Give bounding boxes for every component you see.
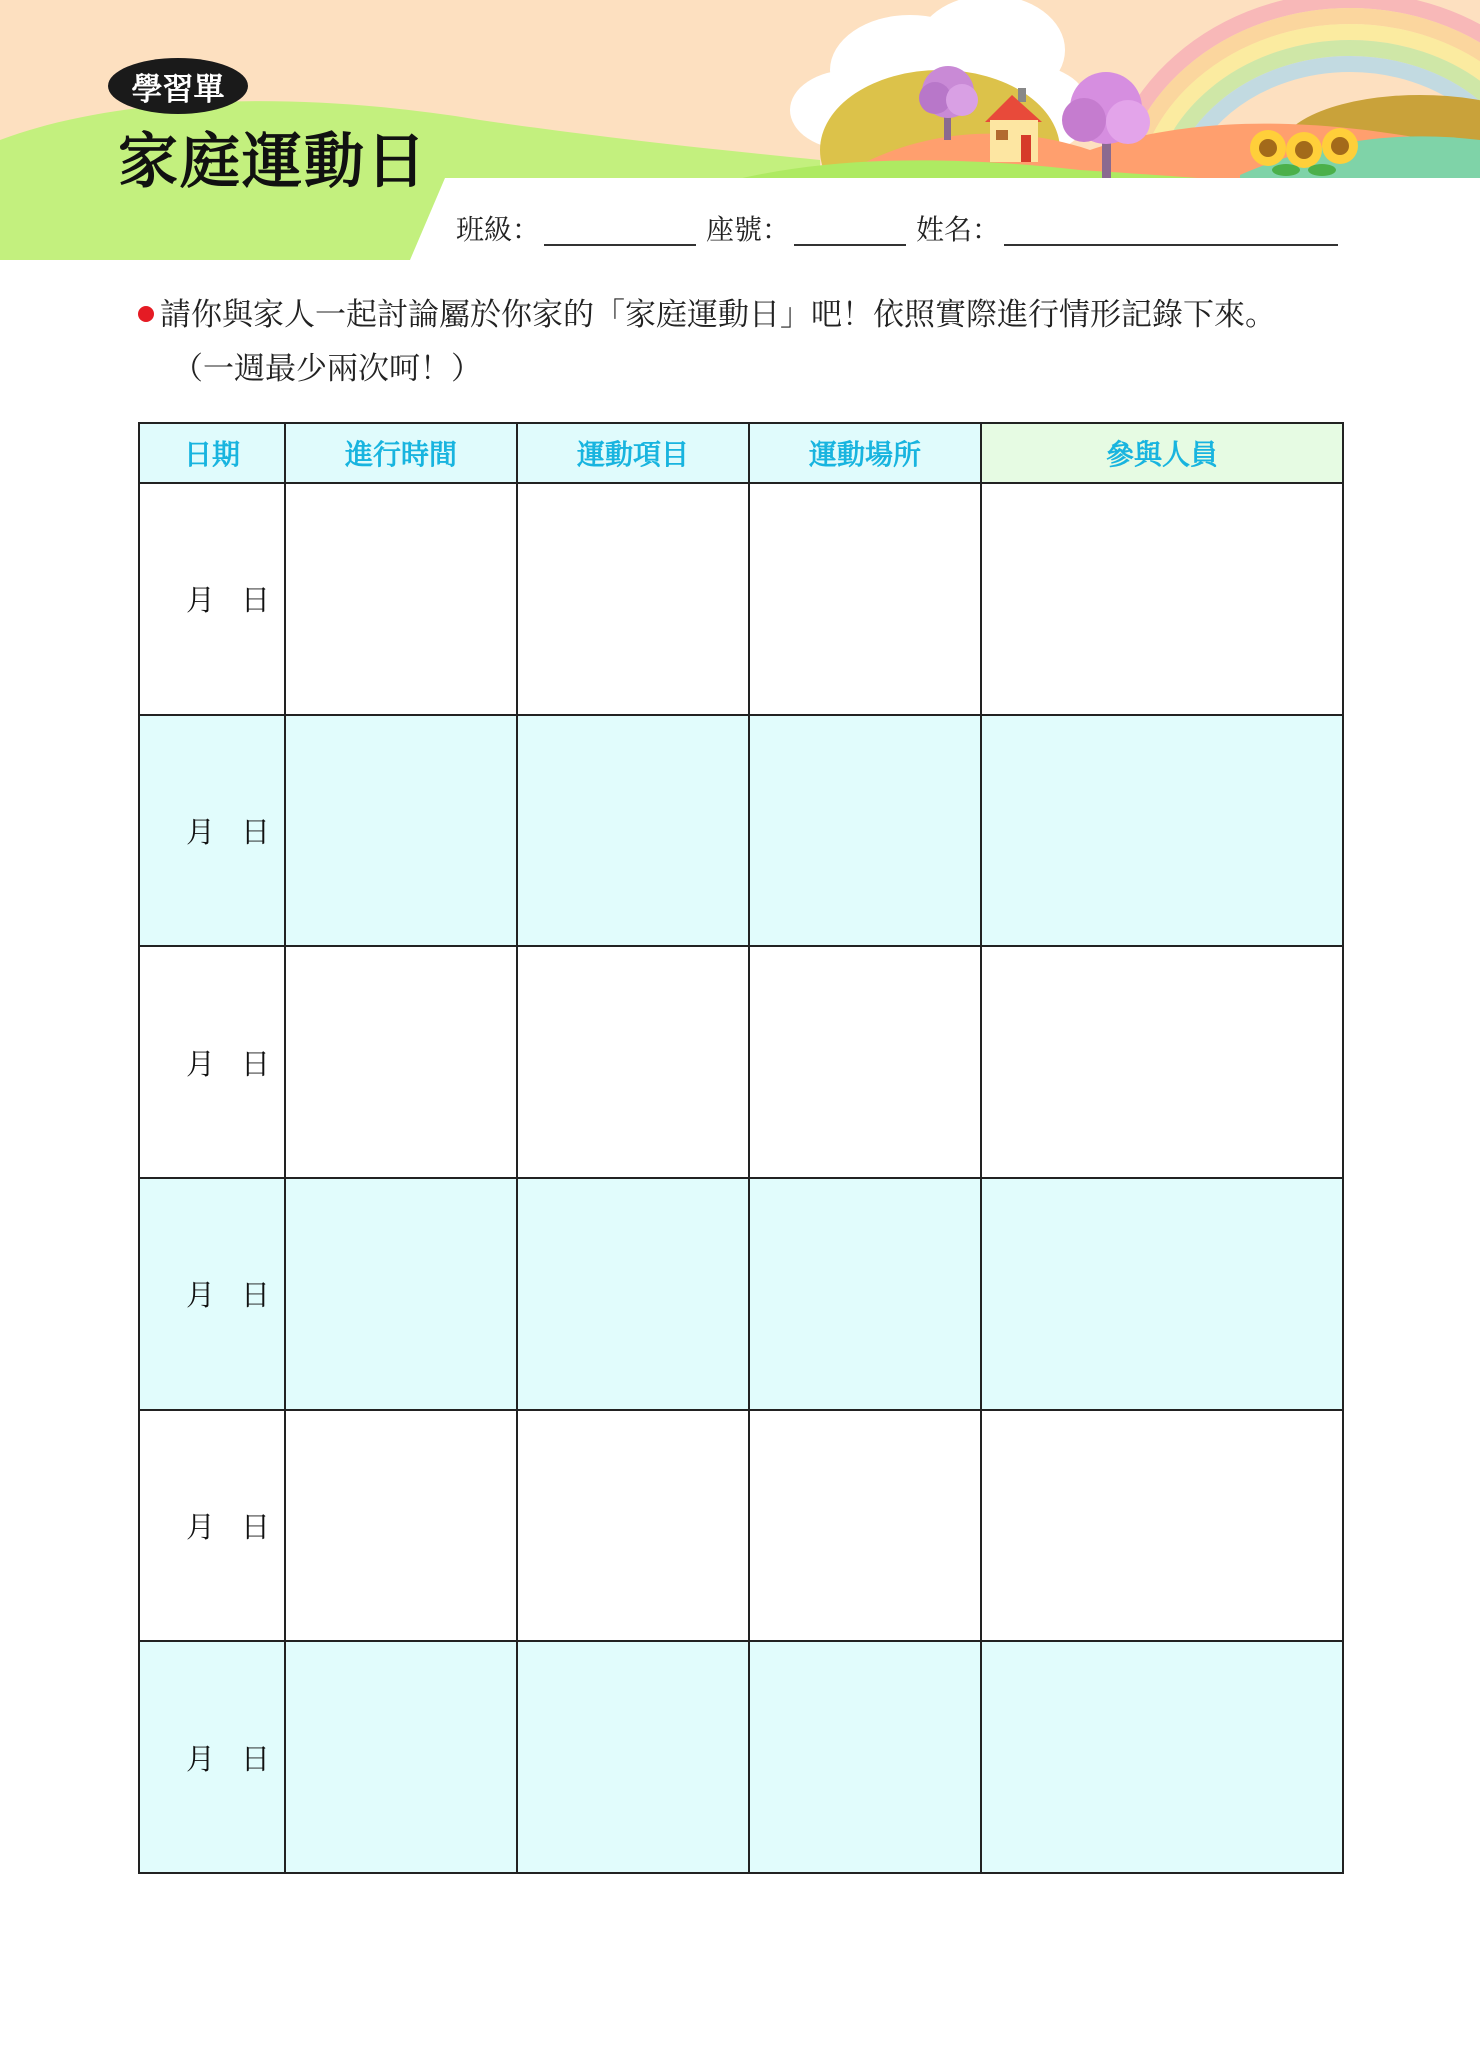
worksheet-badge: 學習單 — [108, 58, 248, 114]
header-activity: 運動項目 — [517, 423, 749, 483]
month-label: 月 — [185, 583, 215, 618]
activity-cell[interactable] — [517, 715, 749, 947]
table-row — [139, 1178, 1343, 1410]
page-title: 家庭運動日 — [118, 127, 428, 197]
date-cell[interactable] — [139, 715, 285, 947]
day-label: 日 — [240, 583, 270, 618]
month-label: 月 — [185, 814, 215, 849]
activity-cell[interactable] — [517, 1410, 749, 1642]
class-field[interactable] — [544, 212, 696, 246]
participants-cell[interactable] — [981, 715, 1343, 947]
participants-cell[interactable] — [981, 483, 1343, 715]
participants-cell[interactable] — [981, 946, 1343, 1178]
activity-cell[interactable] — [517, 483, 749, 715]
day-label: 日 — [240, 814, 270, 849]
day-label: 日 — [240, 1278, 270, 1313]
date-cell[interactable] — [139, 1410, 285, 1642]
location-cell[interactable] — [749, 715, 981, 947]
date-cell[interactable] — [139, 483, 285, 715]
day-label: 日 — [240, 1741, 270, 1776]
seat-label: 座號： — [706, 213, 791, 246]
class-label: 班級： — [456, 213, 541, 246]
instruction — [138, 288, 1378, 396]
name-label: 姓名： — [916, 213, 1001, 246]
name-field[interactable] — [1004, 212, 1338, 246]
activity-cell[interactable] — [517, 1178, 749, 1410]
month-label: 月 — [185, 1278, 215, 1313]
month-label: 月 — [185, 1046, 215, 1081]
exercise-log-table — [138, 422, 1344, 1874]
participants-cell[interactable] — [981, 1641, 1343, 1873]
participants-cell[interactable] — [981, 1178, 1343, 1410]
seat-field[interactable] — [794, 212, 906, 246]
location-cell[interactable] — [749, 1178, 981, 1410]
header-location: 運動場所 — [749, 423, 981, 483]
header-time: 進行時間 — [285, 423, 517, 483]
participants-cell[interactable] — [981, 1410, 1343, 1642]
instruction-text: 請你與家人一起討論屬於你家的「家庭運動日」吧！依照實際進行情形記錄下來。 — [160, 297, 1276, 333]
bullet-icon — [138, 306, 154, 322]
month-label: 月 — [185, 1509, 215, 1544]
month-label: 月 — [185, 1741, 215, 1776]
table-row — [139, 715, 1343, 947]
date-cell[interactable] — [139, 1178, 285, 1410]
location-cell[interactable] — [749, 946, 981, 1178]
time-cell[interactable] — [285, 1641, 517, 1873]
time-cell[interactable] — [285, 946, 517, 1178]
time-cell[interactable] — [285, 483, 517, 715]
student-info — [456, 208, 1342, 248]
location-cell[interactable] — [749, 483, 981, 715]
header-date: 日期 — [139, 423, 285, 483]
activity-cell[interactable] — [517, 946, 749, 1178]
time-cell[interactable] — [285, 715, 517, 947]
table-row — [139, 1410, 1343, 1642]
instruction-note: （一週最少兩次呵！） — [172, 351, 482, 387]
day-label: 日 — [240, 1046, 270, 1081]
table-row — [139, 483, 1343, 715]
date-cell[interactable] — [139, 946, 285, 1178]
date-cell[interactable] — [139, 1641, 285, 1873]
time-cell[interactable] — [285, 1410, 517, 1642]
table-row — [139, 946, 1343, 1178]
table-row — [139, 1641, 1343, 1873]
activity-cell[interactable] — [517, 1641, 749, 1873]
time-cell[interactable] — [285, 1178, 517, 1410]
location-cell[interactable] — [749, 1641, 981, 1873]
day-label: 日 — [240, 1509, 270, 1544]
table-header-row — [139, 423, 1343, 483]
location-cell[interactable] — [749, 1410, 981, 1642]
header-participants: 參與人員 — [981, 423, 1343, 483]
